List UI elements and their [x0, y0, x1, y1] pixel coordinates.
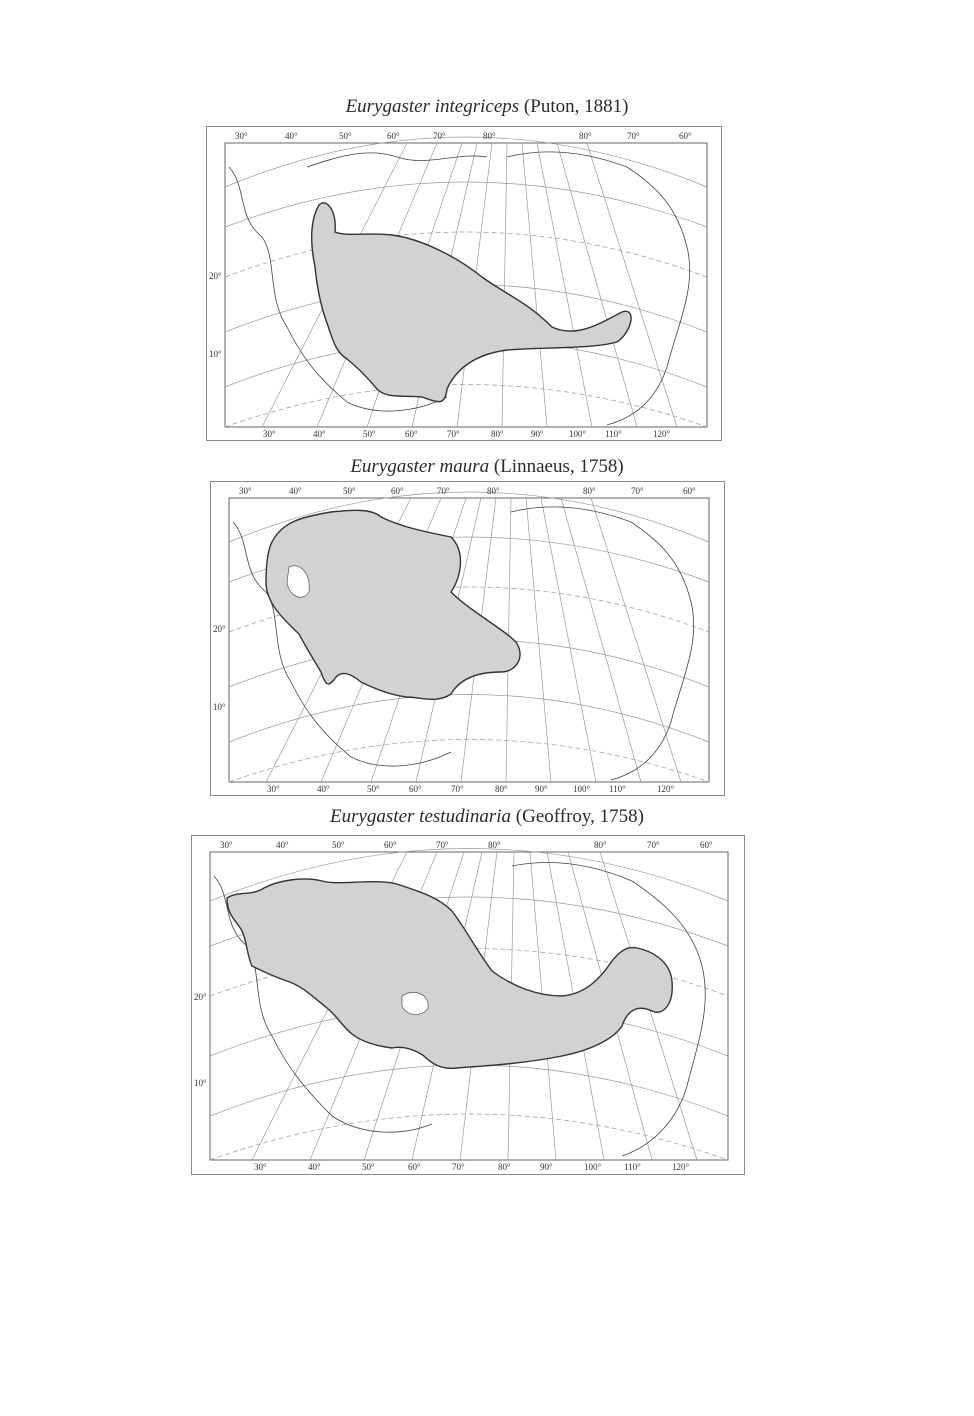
species-range-area — [266, 510, 520, 699]
map-svg — [207, 127, 723, 442]
bottom-label: 80° — [491, 429, 504, 439]
bottom-label: 100° — [569, 429, 587, 439]
range-map-maura — [210, 481, 725, 796]
map-svg — [211, 482, 726, 797]
bottom-label: 110° — [605, 429, 622, 439]
top-label: 70° — [631, 486, 644, 496]
top-label: 40° — [276, 840, 289, 850]
top-label: 80° — [594, 840, 607, 850]
bottom-label: 80° — [498, 1162, 511, 1172]
bottom-label: 90° — [531, 429, 544, 439]
bottom-label: 120° — [657, 784, 675, 794]
bottom-label: 80° — [495, 784, 508, 794]
bottom-label: 90° — [535, 784, 548, 794]
bottom-label: 50° — [367, 784, 380, 794]
top-label: 80° — [488, 840, 501, 850]
left-degree-labels — [209, 271, 222, 359]
bottom-label: 30° — [267, 784, 280, 794]
bottom-label: 60° — [409, 784, 422, 794]
bottom-label: 70° — [452, 1162, 465, 1172]
top-label: 40° — [289, 486, 302, 496]
top-label: 60° — [700, 840, 713, 850]
top-label: 50° — [343, 486, 356, 496]
range-map-integriceps — [206, 126, 722, 441]
top-label: 70° — [436, 840, 449, 850]
bottom-label: 70° — [451, 784, 464, 794]
bottom-label: 120° — [672, 1162, 690, 1172]
left-degree-labels — [194, 992, 207, 1088]
top-label: 30° — [235, 131, 248, 141]
bottom-label: 110° — [609, 784, 626, 794]
bottom-degree-labels — [254, 1162, 690, 1172]
map-svg — [192, 836, 746, 1176]
bottom-label: 30° — [254, 1162, 267, 1172]
top-label: 70° — [627, 131, 640, 141]
species-range-area — [312, 203, 631, 402]
species-name: Eurygaster integriceps — [345, 96, 520, 117]
bottom-label: 60° — [405, 429, 418, 439]
top-label: 80° — [583, 486, 596, 496]
bottom-label: 30° — [263, 429, 276, 439]
top-label: 70° — [647, 840, 660, 850]
bottom-label: 50° — [363, 429, 376, 439]
range-map-testudinaria — [191, 835, 745, 1175]
bottom-label: 50° — [362, 1162, 375, 1172]
left-label: 20° — [213, 624, 226, 634]
top-label: 70° — [437, 486, 450, 496]
species-name: Eurygaster testudinaria — [330, 806, 512, 827]
left-label: 20° — [209, 271, 222, 281]
top-label: 60° — [683, 486, 696, 496]
bottom-label: 40° — [313, 429, 326, 439]
species-authority: (Puton, 1881) — [523, 96, 629, 117]
top-label: 40° — [285, 131, 298, 141]
top-label: 80° — [579, 131, 592, 141]
bottom-label: 40° — [308, 1162, 321, 1172]
top-degree-labels — [239, 486, 696, 496]
left-label: 10° — [194, 1078, 207, 1088]
top-label: 60° — [679, 131, 692, 141]
top-label: 60° — [387, 131, 400, 141]
species-authority: (Geoffroy, 1758) — [515, 806, 644, 827]
top-label: 50° — [332, 840, 345, 850]
bottom-label: 60° — [408, 1162, 421, 1172]
top-degree-labels — [235, 131, 692, 141]
species-authority: (Linnaeus, 1758) — [493, 456, 624, 477]
bottom-label: 90° — [540, 1162, 553, 1172]
left-label: 10° — [209, 349, 222, 359]
top-label: 60° — [384, 840, 397, 850]
bottom-label: 40° — [317, 784, 330, 794]
bottom-label: 100° — [573, 784, 591, 794]
range-gap — [402, 992, 428, 1014]
bottom-label: 100° — [584, 1162, 602, 1172]
left-label: 20° — [194, 992, 207, 1002]
map-caption-maura — [0, 456, 974, 478]
top-label: 80° — [487, 486, 500, 496]
left-label: 10° — [213, 702, 226, 712]
left-degree-labels — [213, 624, 226, 712]
top-label: 30° — [220, 840, 233, 850]
bottom-label: 70° — [447, 429, 460, 439]
top-label: 80° — [483, 131, 496, 141]
top-label: 30° — [239, 486, 252, 496]
species-name: Eurygaster maura — [350, 456, 490, 477]
map-caption-integriceps — [0, 96, 974, 118]
bottom-degree-labels — [263, 429, 671, 439]
top-label: 50° — [339, 131, 352, 141]
top-label: 70° — [433, 131, 446, 141]
bottom-label: 120° — [653, 429, 671, 439]
species-range-area — [227, 879, 672, 1068]
top-label: 60° — [391, 486, 404, 496]
bottom-degree-labels — [267, 784, 675, 794]
map-caption-testudinaria — [0, 806, 974, 828]
bottom-label: 110° — [624, 1162, 641, 1172]
